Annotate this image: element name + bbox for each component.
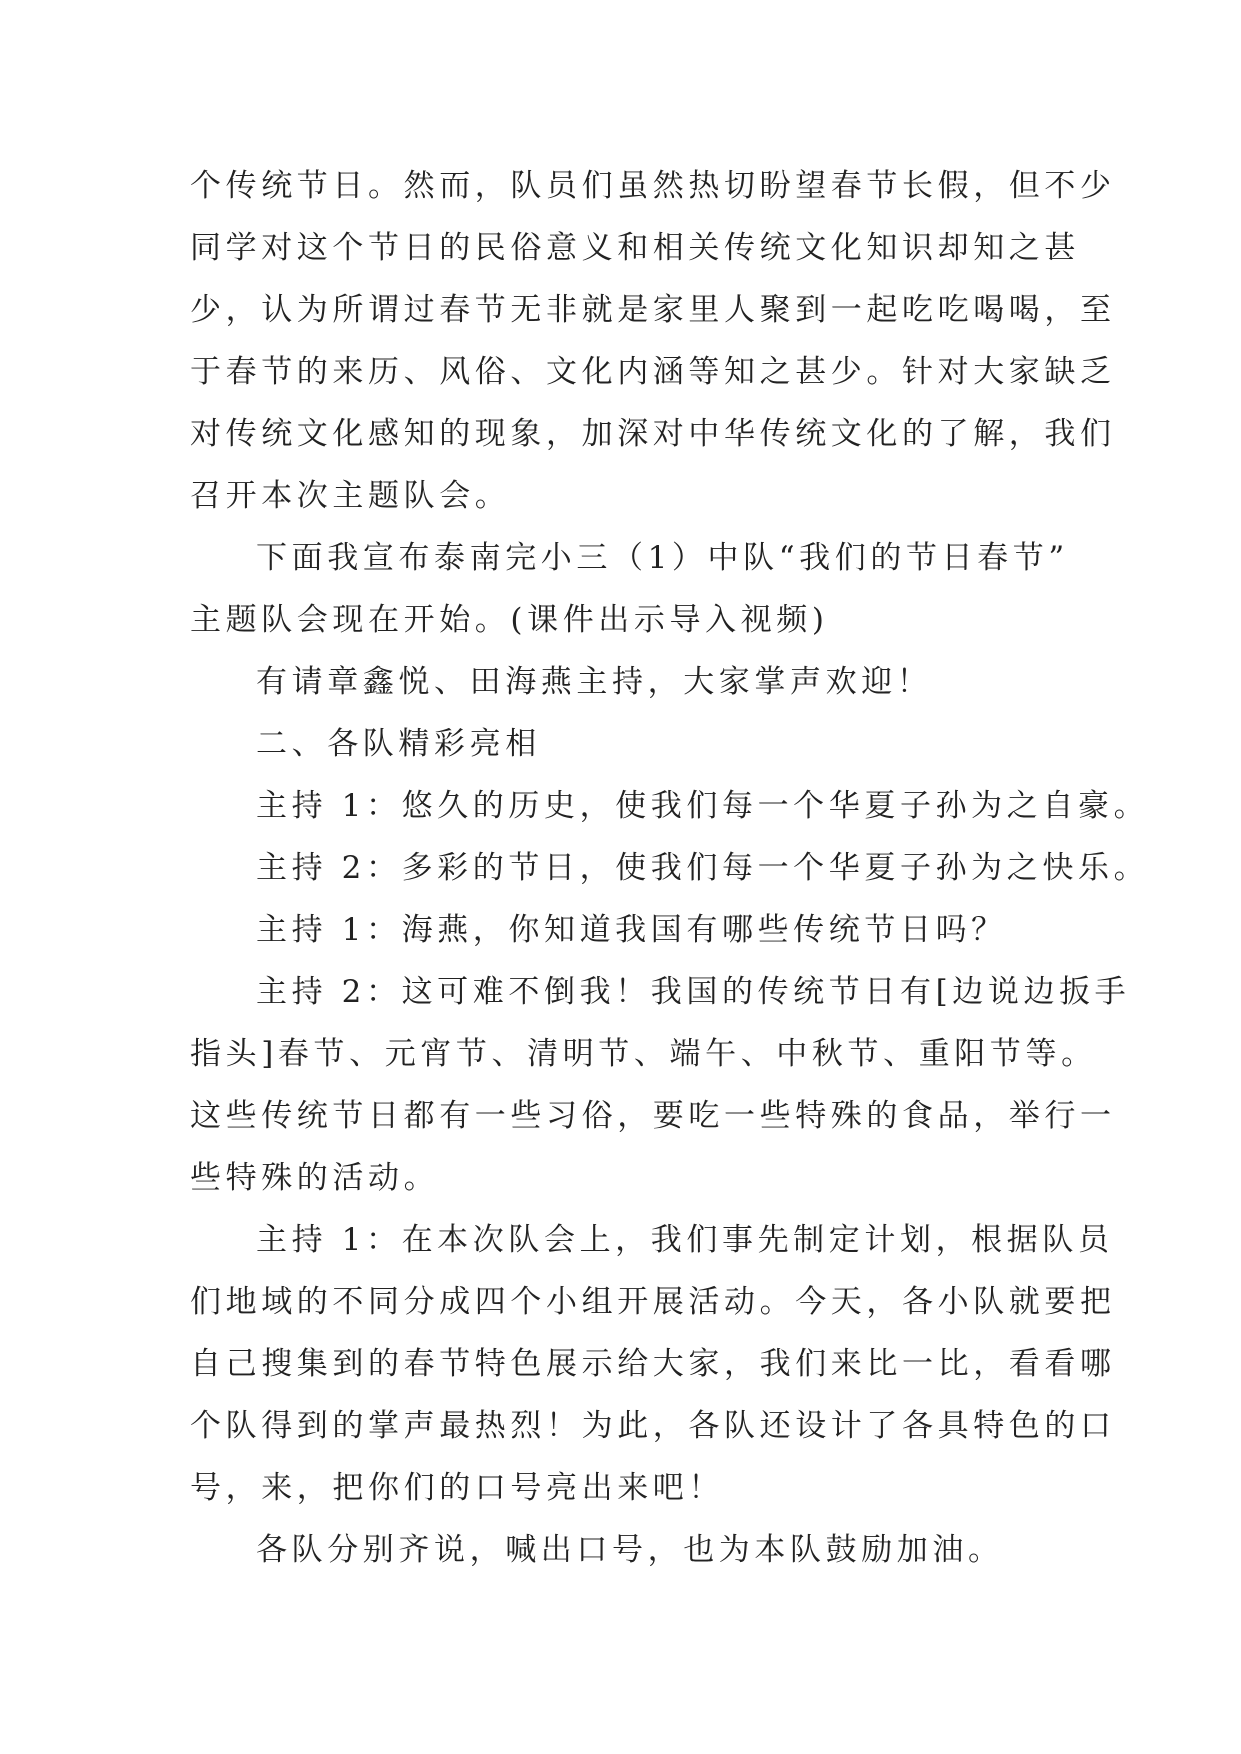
- text-line: 号，来，把你们的口号亮出来吧！: [190, 1470, 724, 1506]
- paragraph-host-1-plan: [190, 1209, 1116, 1519]
- text-line: 主持 1：在本次队会上，我们事先制定计划，根据队员: [256, 1222, 1114, 1258]
- text-line: 主持 1：海燕，你知道我国有哪些传统节日吗？: [256, 912, 1007, 948]
- text-line: 这些传统节日都有一些习俗，要吃一些特殊的食品，举行一: [190, 1098, 1116, 1134]
- text-line: 主持 2：多彩的节日，使我们每一个华夏子孙为之快乐。: [256, 850, 1150, 886]
- paragraph-announcement: [190, 527, 1070, 651]
- text-line: 个传统节日。然而，队员们虽然热切盼望春节长假，但不少: [190, 168, 1116, 204]
- text-line: 主持 1：悠久的历史，使我们每一个华夏子孙为之自豪。: [256, 788, 1150, 824]
- paragraph-invite-hosts: [190, 651, 1070, 713]
- section-heading-text: 二、各队精彩亮相: [256, 726, 541, 762]
- paragraph-host-2: [190, 837, 1150, 899]
- text-line: 自己搜集到的春节特色展示给大家，我们来比一比，看看哪: [190, 1346, 1116, 1382]
- section-heading: [190, 713, 1070, 775]
- text-line: 主持 2：这可难不倒我！我国的传统节日有[边说边扳手: [256, 974, 1131, 1010]
- paragraph-host-2-answer: [190, 961, 1131, 1209]
- text-line: 些特殊的活动。: [190, 1160, 440, 1196]
- text-line: 各队分别齐说，喊出口号，也为本队鼓励加油。: [256, 1532, 1004, 1568]
- paragraph-host-1: [190, 775, 1150, 837]
- paragraph-intro: [190, 155, 1116, 527]
- text-line: 有请章鑫悦、田海燕主持，大家掌声欢迎！: [256, 664, 933, 700]
- text-line: 对传统文化感知的现象，加深对中华传统文化的了解，我们: [190, 416, 1116, 452]
- text-line: 主题队会现在开始。(课件出示导入视频): [190, 602, 829, 638]
- text-line: 个队得到的掌声最热烈！为此，各队还设计了各具特色的口: [190, 1408, 1116, 1444]
- text-line: 少，认为所谓过春节无非就是家里人聚到一起吃吃喝喝，至: [190, 292, 1116, 328]
- text-line: 同学对这个节日的民俗意义和相关传统文化知识却知之甚: [190, 230, 1080, 266]
- document-body: [190, 155, 1150, 1581]
- text-line: 指头]春节、元宵节、清明节、端午、中秋节、重阳节等。: [190, 1036, 1097, 1072]
- paragraph-slogans: [190, 1519, 1070, 1581]
- text-line: 下面我宣布泰南完小三（1）中队“我们的节日春节”: [256, 540, 1069, 576]
- text-line: 们地域的不同分成四个小组开展活动。今天，各小队就要把: [190, 1284, 1116, 1320]
- text-line: 于春节的来历、风俗、文化内涵等知之甚少。针对大家缺乏: [190, 354, 1116, 390]
- paragraph-host-1-question: [190, 899, 1070, 961]
- text-line: 召开本次主题队会。: [190, 478, 511, 514]
